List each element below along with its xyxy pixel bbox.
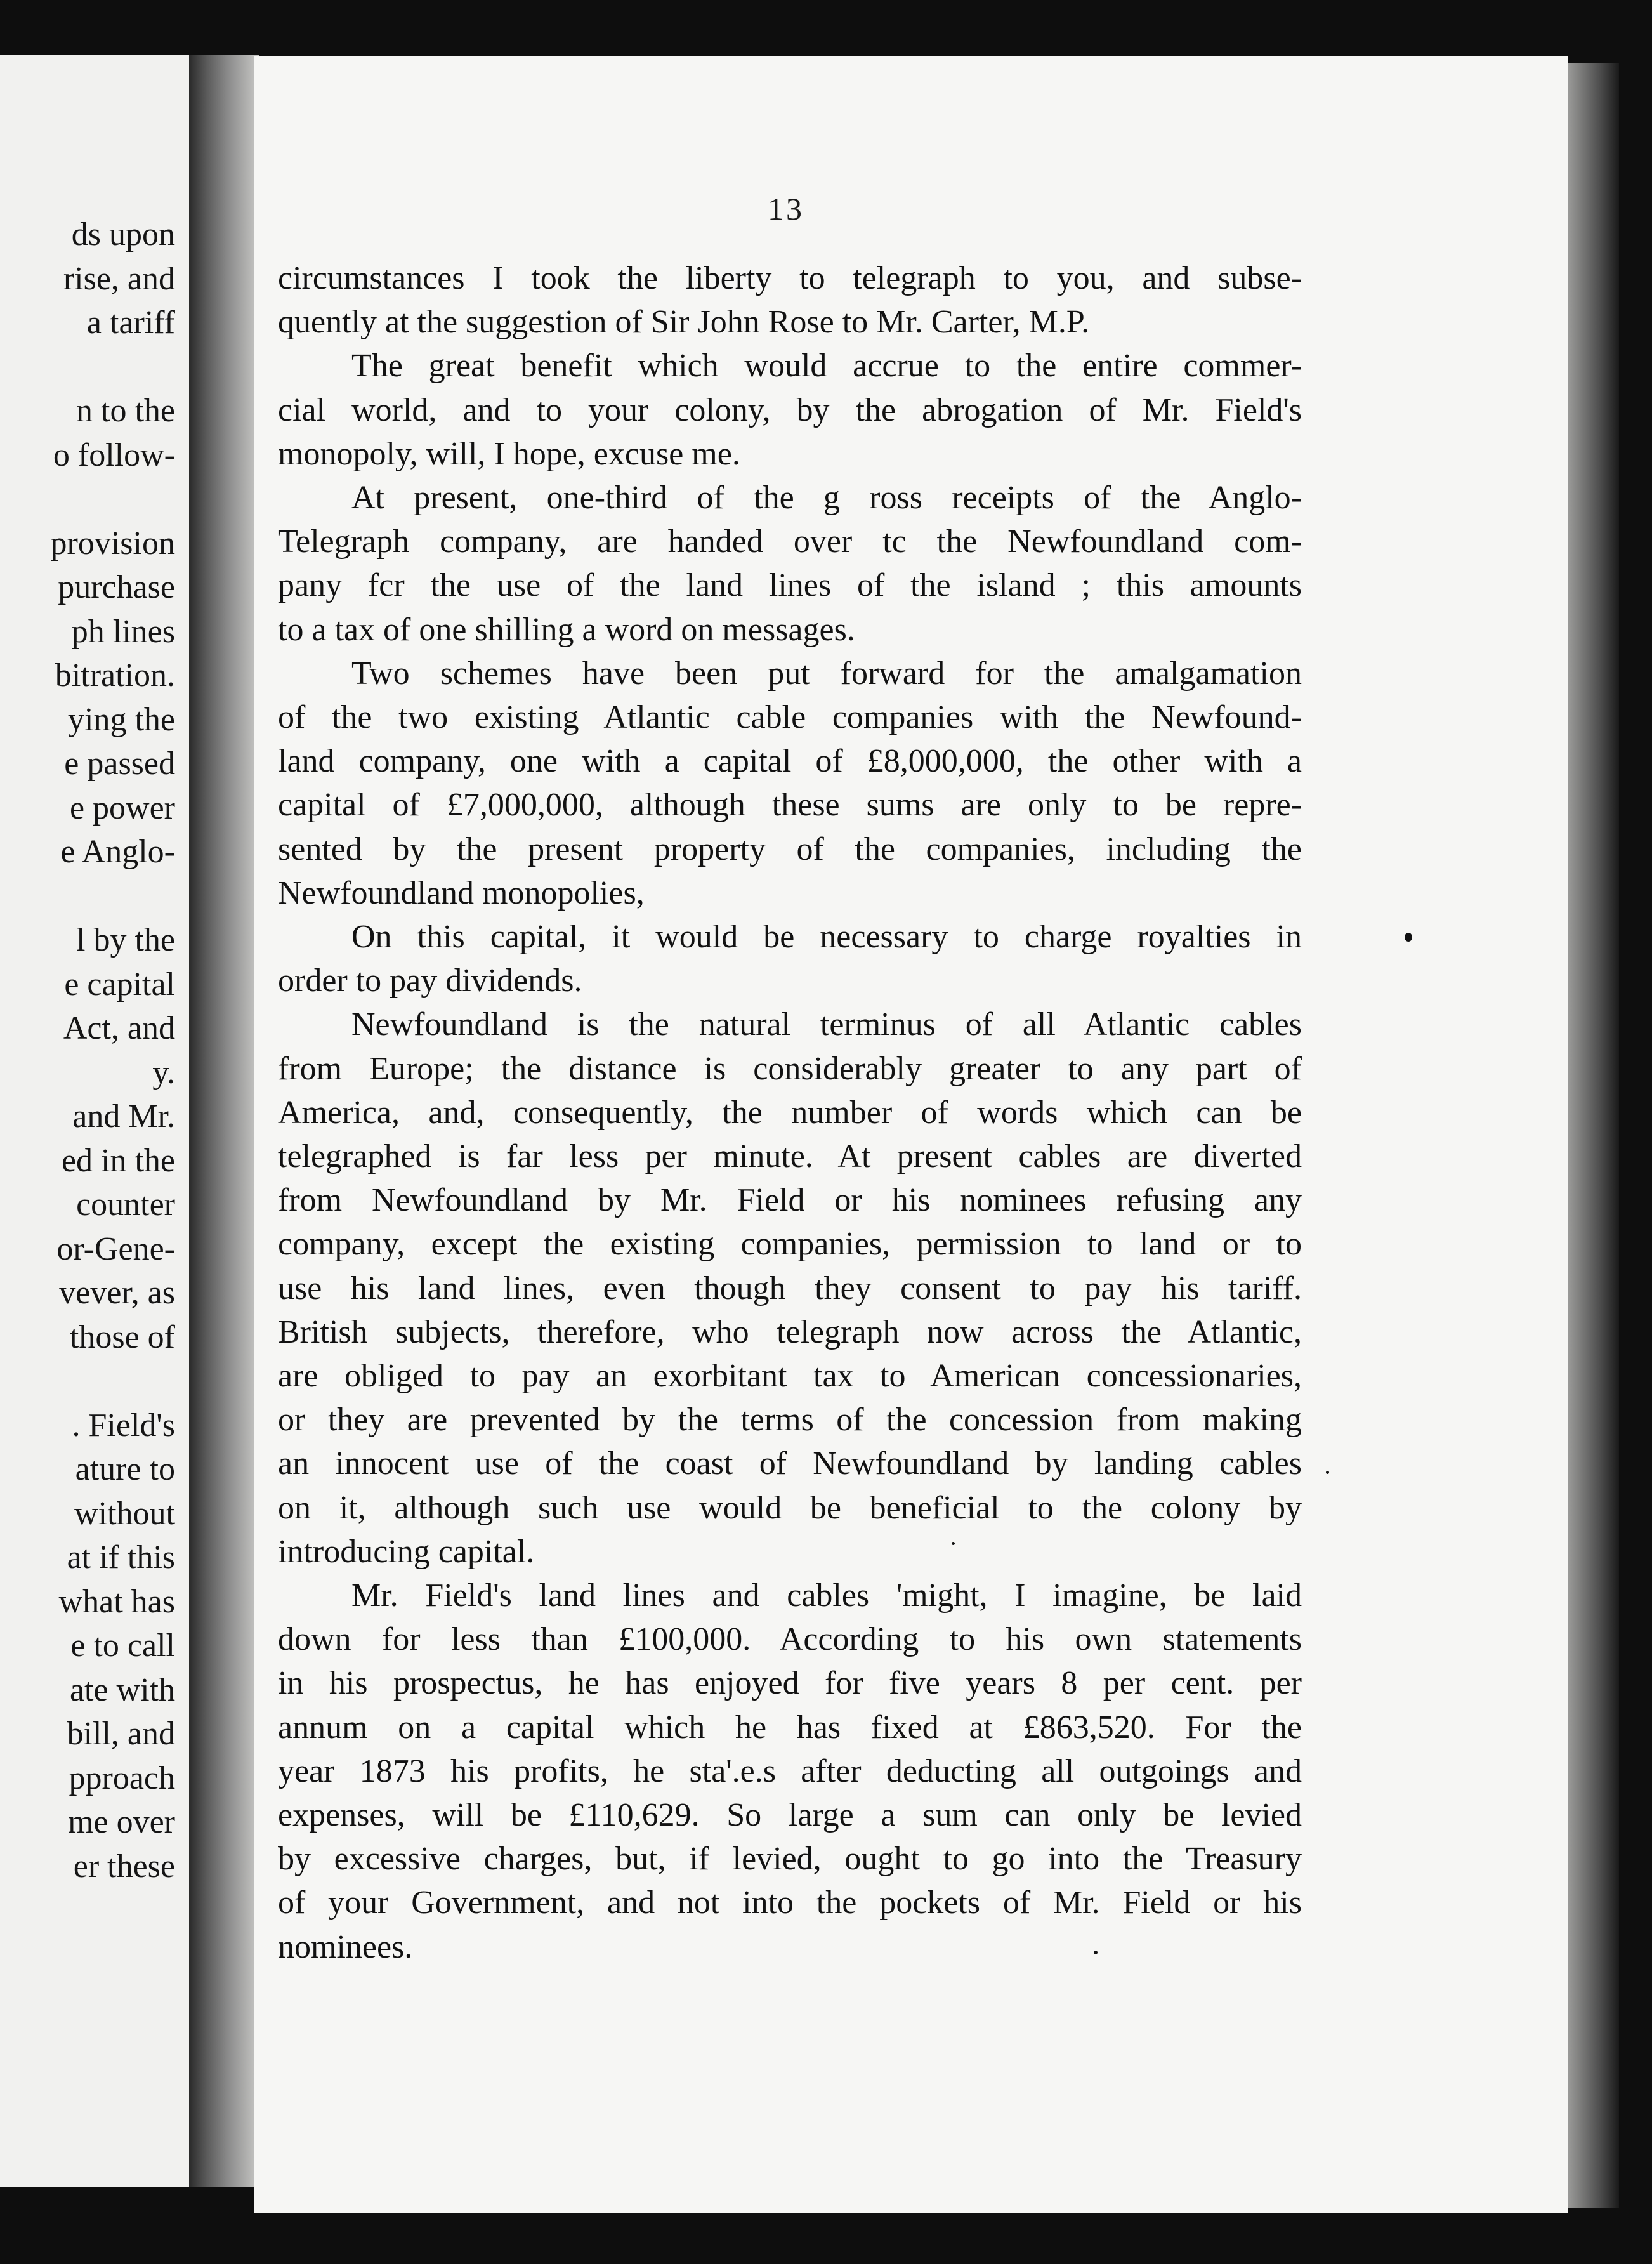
- text-line: in his prospectus, he has enjoyed for five years 8 per cent. per: [278, 1665, 1302, 1702]
- facing-page-line: bill, and: [67, 1716, 175, 1752]
- text-line: an innocent use of the coast of Newfoundland by landing cables: [278, 1445, 1302, 1482]
- page-number: 13: [768, 191, 804, 227]
- facing-page-line: rise, and: [63, 260, 175, 297]
- facing-page-line: provision: [50, 525, 175, 562]
- facing-page-line: counter: [76, 1187, 175, 1223]
- text-line: At present, one-third of the g ross receipts of the Anglo-: [351, 480, 1302, 516]
- text-line: quently at the suggestion of Sir John Rose to Mr. Carter, M.P.: [278, 304, 1090, 341]
- text-line: of your Government, and not into the pockets of Mr. Field or his: [278, 1885, 1302, 1921]
- text-line: pany fcr the use of the land lines of the island ; this amounts: [278, 567, 1302, 604]
- text-line: Mr. Field's land lines and cables 'might, I imagine, be laid: [351, 1577, 1302, 1614]
- text-line: use his land lines, even though they consent to pay his tariff.: [278, 1270, 1302, 1306]
- facing-page-line: e to call: [70, 1628, 175, 1664]
- ink-speck: [1094, 1951, 1098, 1954]
- facing-page-line: purchase: [58, 569, 175, 605]
- facing-page-line: e capital: [64, 966, 175, 1003]
- text-line: of the two existing Atlantic cable companies with the Newfound-: [278, 699, 1302, 735]
- text-line: telegraphed is far less per minute. At present cables are diverted: [278, 1138, 1302, 1175]
- text-line: to a tax of one shilling a word on messages.: [278, 611, 855, 648]
- facing-page-line: ate with: [69, 1671, 175, 1708]
- facing-page-line: er these: [73, 1848, 175, 1885]
- text-line: land company, one with a capital of £8,000,000, the other with a: [278, 743, 1302, 780]
- text-line: monopoly, will, I hope, excuse me.: [278, 435, 740, 472]
- ink-speck: [952, 1542, 955, 1545]
- facing-page-line: e passed: [64, 746, 175, 782]
- facing-page-line: or-Gene-: [56, 1230, 175, 1267]
- facing-page-line: ds upon: [71, 216, 175, 253]
- text-line: down for less than £100,000. According to his own statements: [278, 1621, 1302, 1658]
- text-line: introducing capital.: [278, 1533, 535, 1570]
- text-line: Two schemes have been put forward for the amalgamation: [351, 655, 1302, 692]
- text-line: annum on a capital which he has fixed at £863,520. For the: [278, 1709, 1302, 1746]
- facing-page-line: vever, as: [59, 1275, 175, 1311]
- facing-page-line: o follow-: [53, 437, 175, 473]
- text-line: cial world, and to your colony, by the abrogation of Mr. Field's: [278, 392, 1302, 428]
- facing-page-line: l by the: [76, 922, 175, 958]
- facing-page-line: those of: [69, 1319, 175, 1355]
- facing-page-line: at if this: [67, 1539, 175, 1576]
- facing-page-line: ying the: [68, 701, 175, 738]
- text-line: from Newfoundland by Mr. Field or his nominees refusing any: [278, 1182, 1302, 1219]
- facing-page-line: me over: [68, 1804, 175, 1840]
- facing-page-line: and Mr.: [72, 1098, 175, 1135]
- book-gutter: [189, 55, 259, 2187]
- facing-page-line: e power: [69, 789, 175, 826]
- facing-page-line: without: [74, 1495, 175, 1532]
- facing-page: [0, 55, 189, 2187]
- facing-page-line: e Anglo-: [60, 834, 175, 870]
- text-line: on it, although such use would be beneficial to the colony by: [278, 1489, 1302, 1526]
- facing-page-line: a tariff: [86, 305, 175, 341]
- facing-page-line: y.: [152, 1054, 175, 1091]
- text-line: America, and, consequently, the number of words which can be: [278, 1094, 1302, 1131]
- text-line: expenses, will be £110,629. So large a sum can only be levied: [278, 1797, 1302, 1833]
- facing-page-line: bitration.: [55, 657, 175, 694]
- text-line: Newfoundland is the natural terminus of all Atlantic cables: [351, 1006, 1302, 1043]
- facing-page-line: ed in the: [61, 1142, 175, 1179]
- text-line: nominees.: [278, 1928, 413, 1965]
- text-line: by excessive charges, but, if levied, ought to go into the Treasury: [278, 1841, 1302, 1878]
- page-edge-shadow: [1568, 63, 1619, 2208]
- text-line: On this capital, it would be necessary to charge royalties in: [351, 919, 1302, 955]
- text-line: Telegraph company, are handed over tc the Newfoundland com-: [278, 523, 1302, 560]
- text-line: circumstances I took the liberty to telegraph to you, and subse-: [278, 260, 1302, 296]
- text-line: capital of £7,000,000, although these sums are only to be repre-: [278, 787, 1302, 824]
- facing-page-line: what has: [58, 1583, 175, 1620]
- facing-page-line: ph lines: [71, 613, 175, 650]
- text-line: sented by the present property of the companies, including the: [278, 831, 1302, 867]
- text-line: or they are prevented by the terms of the concession from making: [278, 1402, 1302, 1438]
- text-line: order to pay dividends.: [278, 963, 582, 999]
- text-line: The great benefit which would accrue to the entire commer-: [351, 348, 1302, 385]
- facing-page-line: n to the: [76, 393, 175, 429]
- ink-speck: [1405, 933, 1412, 942]
- facing-page-line: pproach: [69, 1760, 175, 1796]
- text-line: from Europe; the distance is considerably greater to any part of: [278, 1050, 1302, 1087]
- facing-page-line: . Field's: [72, 1407, 175, 1444]
- text-line: company, except the existing companies, permission to land or to: [278, 1226, 1302, 1263]
- facing-page-line: Act, and: [63, 1010, 175, 1046]
- ink-speck: [1326, 1471, 1329, 1474]
- text-line: British subjects, therefore, who telegraph now across the Atlantic,: [278, 1313, 1302, 1350]
- facing-page-line: ature to: [75, 1451, 175, 1487]
- text-line: Newfoundland monopolies,: [278, 874, 645, 911]
- text-line: are obliged to pay an exorbitant tax to American concessionaries,: [278, 1358, 1302, 1394]
- text-line: year 1873 his profits, he sta'.e.s after deducting all outgoings and: [278, 1753, 1302, 1789]
